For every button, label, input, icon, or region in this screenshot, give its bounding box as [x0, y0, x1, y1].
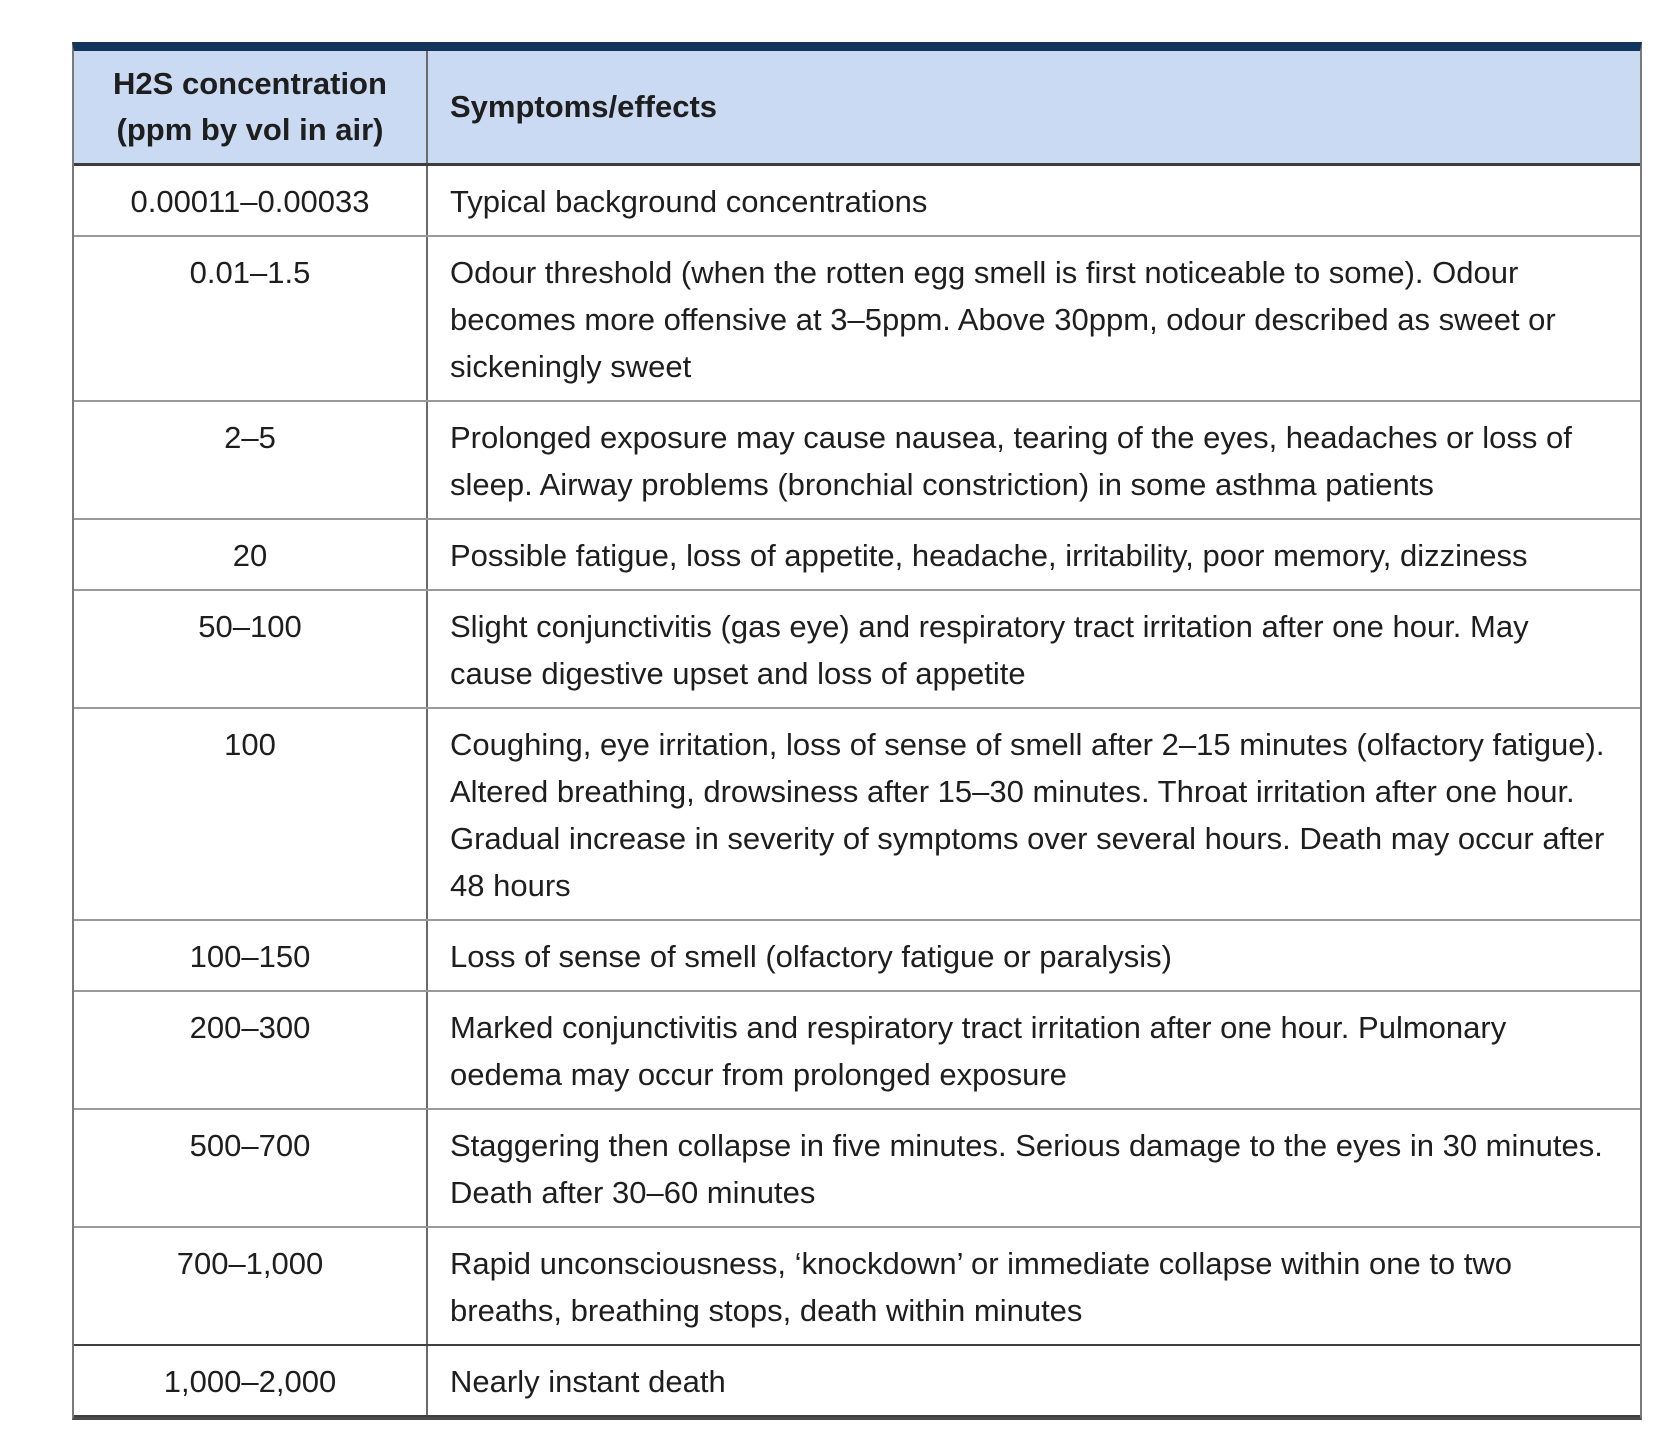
- table-row: [74, 590, 1640, 708]
- header-concentration: [74, 51, 427, 165]
- table-row: [74, 165, 1640, 237]
- effects-cell: Odour threshold (when the rotten egg smell is first noticeable to some). Odour becomes more offensive at 3–5ppm. Above 30ppm, odour described as sweet or sickeningly sweet: [427, 236, 1640, 401]
- table-row: [74, 708, 1640, 920]
- table-row: [74, 991, 1640, 1109]
- effects-cell: Typical background concentrations: [427, 165, 1640, 237]
- concentration-cell: 50–100: [74, 590, 427, 708]
- effects-cell: Possible fatigue, loss of appetite, headache, irritability, poor memory, dizziness: [427, 519, 1640, 590]
- table-row: [74, 519, 1640, 590]
- effects-cell: Marked conjunctivitis and respiratory tract irritation after one hour. Pulmonary oedema may occur from prolonged exposure: [427, 991, 1640, 1109]
- table-row: [74, 1227, 1640, 1345]
- concentration-cell: 0.00011–0.00033: [74, 165, 427, 237]
- table-row: [74, 401, 1640, 519]
- header-concentration-line1: H2S concentration: [113, 66, 387, 101]
- concentration-cell: 100: [74, 708, 427, 920]
- h2s-effects-table: [72, 42, 1642, 1420]
- effects-cell: Nearly instant death: [427, 1345, 1640, 1416]
- effects-cell: Coughing, eye irritation, loss of sense of smell after 2–15 minutes (olfactory fatigue). Altered breathing, drowsiness after 15–30 minutes. Throat irritation after one hour. Gradual increase in severity of symptoms over several hours. Death may occur after 48 hours: [427, 708, 1640, 920]
- effects-cell: Staggering then collapse in five minutes. Serious damage to the eyes in 30 minutes. Death after 30–60 minutes: [427, 1109, 1640, 1227]
- concentration-cell: 1,000–2,000: [74, 1345, 427, 1416]
- concentration-cell: 500–700: [74, 1109, 427, 1227]
- concentration-cell: 2–5: [74, 401, 427, 519]
- table-row: [74, 236, 1640, 401]
- effects-cell: Rapid unconsciousness, ‘knockdown’ or immediate collapse within one to two breaths, breathing stops, death within minutes: [427, 1227, 1640, 1345]
- effects-cell: Loss of sense of smell (olfactory fatigue or paralysis): [427, 920, 1640, 991]
- table-row: [74, 1345, 1640, 1416]
- concentration-cell: 20: [74, 519, 427, 590]
- concentration-cell: 200–300: [74, 991, 427, 1109]
- header-row: [74, 51, 1640, 165]
- header-concentration-line2: (ppm by vol in air): [116, 112, 384, 147]
- table-row: [74, 1109, 1640, 1227]
- effects-cell: Prolonged exposure may cause nausea, tearing of the eyes, headaches or loss of sleep. Airway problems (bronchial constriction) in some asthma patients: [427, 401, 1640, 519]
- concentration-cell: 700–1,000: [74, 1227, 427, 1345]
- effects-cell: Slight conjunctivitis (gas eye) and respiratory tract irritation after one hour. May cause digestive upset and loss of appetite: [427, 590, 1640, 708]
- concentration-cell: 100–150: [74, 920, 427, 991]
- table-row: [74, 920, 1640, 991]
- table: [74, 51, 1640, 1417]
- concentration-cell: 0.01–1.5: [74, 236, 427, 401]
- header-effects: Symptoms/effects: [427, 51, 1640, 165]
